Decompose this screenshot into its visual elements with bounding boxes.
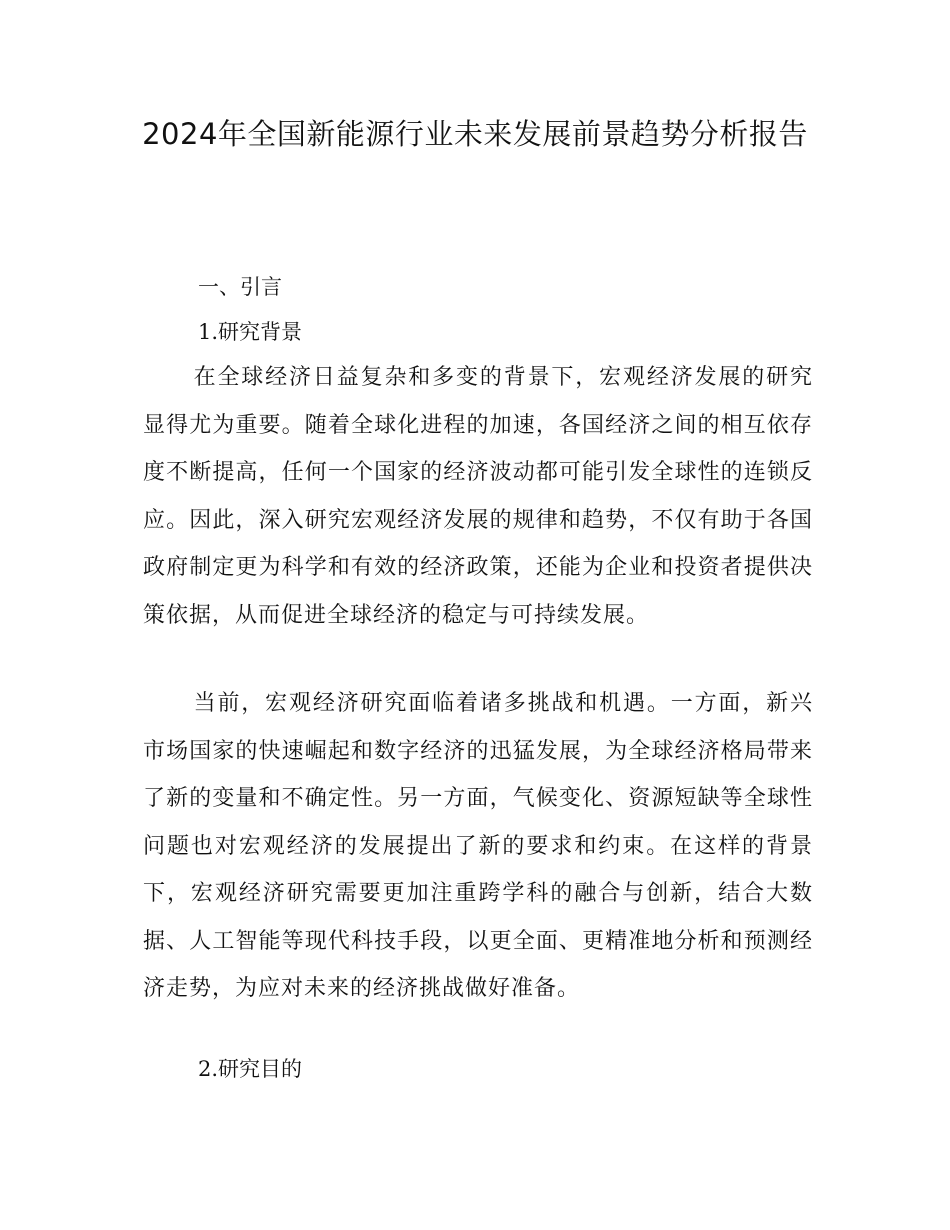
subsection-heading-research-background: 1.研究背景	[198, 320, 303, 344]
paragraph-research-background-2: 当前，宏观经济研究面临着诸多挑战和机遇。一方面，新兴市场国家的快速崛起和数字经济的迅猛发展，为全球经济格局带来了新的变量和不确定性。另一方面，气候变化、资源短缺等全球性问题也对宏观经济的发展提出了新的要求和约束。在这样的背景下，宏观经济研究需要更加注重跨学科的融合与创新，结合大数据、人工智能等现代科技手段，以更全面、更精准地分析和预测经济走势，为应对未来的经济挑战做好准备。	[143, 691, 813, 1001]
section-heading-introduction: 一、引言	[198, 275, 282, 299]
subsection-heading-research-purpose: 2.研究目的	[198, 1057, 303, 1081]
paragraph-research-background-1: 在全球经济日益复杂和多变的背景下，宏观经济发展的研究显得尤为重要。随着全球化进程的加速，各国经济之间的相互依存度不断提高，任何一个国家的经济波动都可能引发全球性的连锁反应。因此，深入研究宏观经济发展的规律和趋势，不仅有助于各国政府制定更为科学和有效的经济政策，还能为企业和投资者提供决策依据，从而促进全球经济的稳定与可持续发展。	[143, 365, 813, 628]
document-title: 2024年全国新能源行业未来发展前景趋势分析报告	[142, 117, 808, 151]
